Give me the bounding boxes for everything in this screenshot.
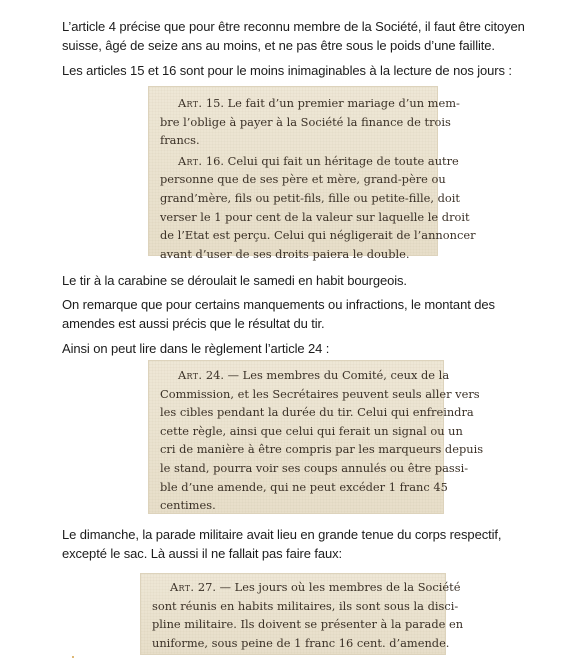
excerpt-line: centimes. — [160, 498, 216, 513]
excerpt-line: bre l’oblige à payer à la Société la finance de trois — [160, 114, 451, 129]
excerpt-line: sont réunis en habits militaires, ils sont sous la disci- — [152, 598, 459, 613]
excerpt-line: francs. — [160, 133, 200, 148]
paragraph-amendes: On remarque que pour certains manquements ou infractions, le montant des amendes est aussi précis que le résultat du tir. — [62, 297, 495, 331]
scanned-excerpt-articles-15-16 — [148, 86, 476, 261]
excerpt-line: uniforme, sous peine de 1 franc 16 cent. d’amende. — [152, 635, 450, 650]
excerpt-line: Art. 27. — Les jours où les membres de la Société — [170, 580, 461, 594]
excerpt-line: les cibles pendant la durée du tir. Celui qui enfreindra — [160, 405, 474, 420]
excerpt-line: pline militaire. Ils doivent se présenter à la parade en — [152, 617, 464, 632]
paragraph-article-4: L’article 4 précise que pour être reconnu membre de la Société, il faut être citoyen suisse, âgé de seize ans au moins, et ne pas être sous le poids d’une faillite. — [62, 19, 525, 53]
excerpt-line: le stand, pourra voir ses coups annulés ou être passi- — [160, 460, 469, 475]
decorative-dot — [72, 656, 74, 658]
excerpt-line: grand’mère, fils ou petit-fils, fille ou petite-fille, doit — [160, 190, 460, 205]
article-16-text — [160, 152, 476, 264]
scanned-excerpt-article-24 — [148, 360, 484, 514]
scanned-excerpt-article-27 — [140, 573, 464, 655]
excerpt-line: de l’Etat est perçu. Celui qui négligerait de l’annoncer — [160, 228, 476, 243]
excerpt-line: cette règle, ainsi que celui qui ferait un signal ou un — [160, 423, 463, 438]
excerpt-line: ble d’une amende, qui ne peut excéder 1 franc 45 — [160, 479, 448, 494]
paragraph-articles-15-16: Les articles 15 et 16 sont pour le moins inimaginables à la lecture de nos jours : — [62, 63, 512, 78]
excerpt-line: Art. 15. Le fait d’un premier mariage d’un mem- — [178, 96, 460, 110]
excerpt-line: Commission, et les Secrétaires peuvent seuls aller vers — [160, 386, 480, 401]
excerpt-line: Art. 16. Celui qui fait un héritage de toute autre — [178, 153, 459, 168]
paragraph-tir-carabine: Le tir à la carabine se déroulait le samedi en habit bourgeois. — [62, 273, 407, 288]
excerpt-line: verser le 1 pour cent de la valeur sur laquelle le droit — [160, 209, 470, 224]
paragraph-dimanche-parade: Le dimanche, la parade militaire avait lieu en grande tenue du corps respectif, excepté le sac. Là aussi il ne fallait pas faire faux: — [62, 527, 502, 561]
excerpt-line: Art. 24. — Les membres du Comité, ceux de la — [178, 368, 450, 382]
article-15-text — [160, 94, 460, 150]
excerpt-line: avant d’user de ses droits paiera le double. — [160, 246, 410, 261]
paragraph-article-24-intro: Ainsi on peut lire dans le règlement l’article 24 : — [62, 341, 330, 356]
excerpt-line: cri de manière à être compris par les marqueurs depuis — [160, 442, 484, 457]
excerpt-line: personne que de ses père et mère, grand-père ou — [160, 172, 446, 187]
